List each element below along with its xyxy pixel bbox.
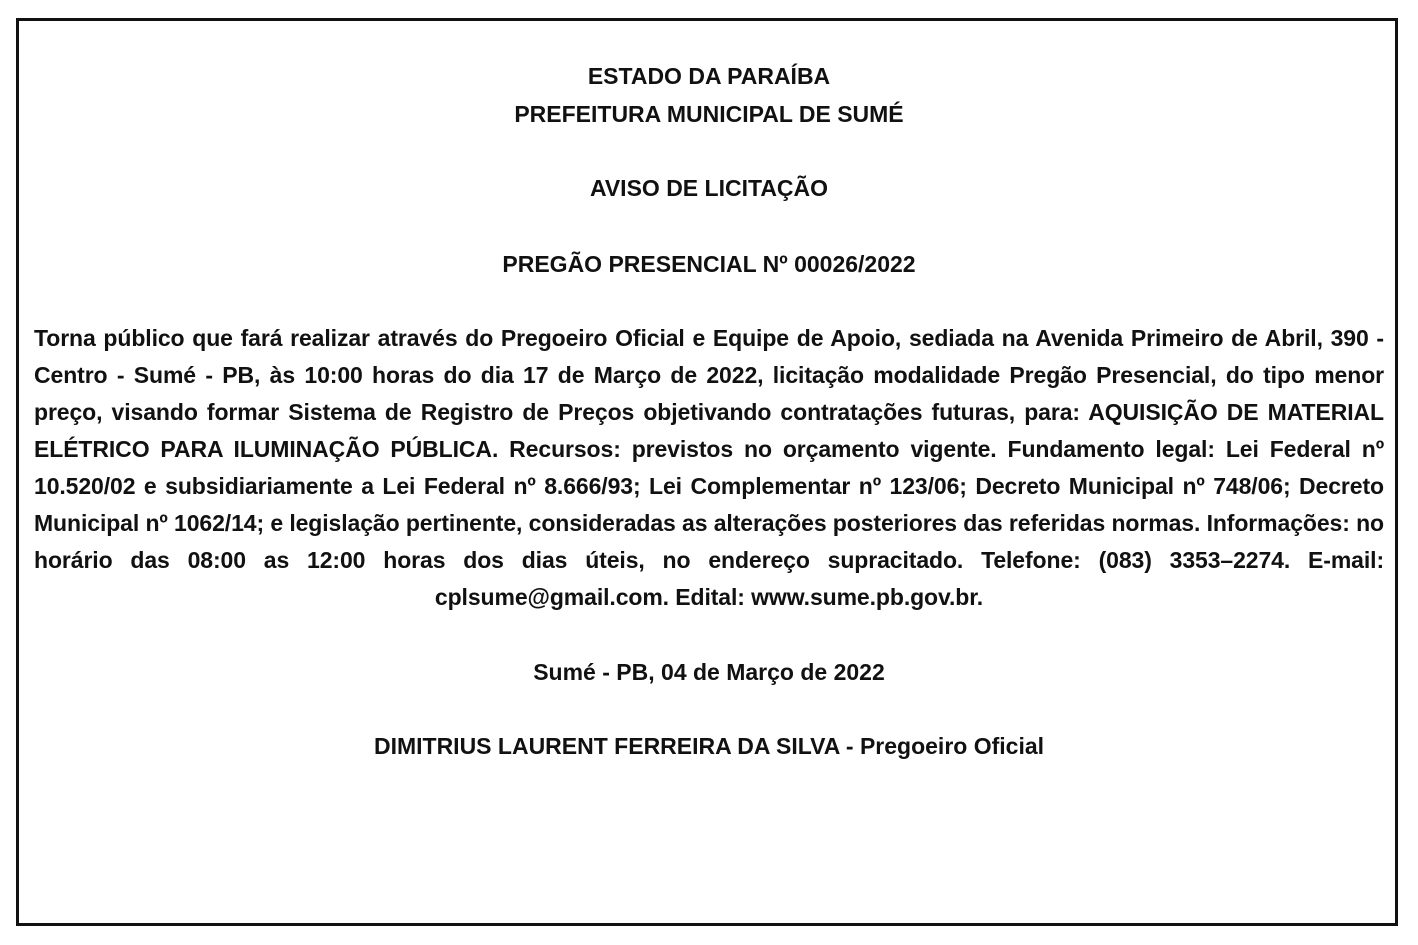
procedure-number-heading: PREGÃO PRESENCIAL Nº 00026/2022 [502, 251, 916, 277]
notice-body-paragraph: Torna público que fará realizar através do Pregoeiro Oficial e Equipe de Apoio, sediada na Avenida Primeiro de Abril, 390 - Centro - Sumé - PB, às 10:00 horas do dia 17 de Março de 2022, licitação modalidade Pregão Presencial, do tipo menor preço, visando formar Sistema de Registro de Preços objetivando contratações futuras, para: AQUISIÇÃO DE MATERIAL ELÉTRICO PARA ILUMINAÇÃO PÚBLICA. Recursos: previstos no orçamento vigente. Fundamento legal: Lei Federal nº 10.520/02 e subsidiariamente a Lei Federal nº 8.666/93; Lei Complementar nº 123/06; Decreto Municipal nº 748/06; Decreto Municipal nº 1062/14; e legislação pertinente, consideradas as alterações posteriores das referidas normas. Informações: no horário das 08:00 as 12:00 horas dos dias úteis, no endereço supracitado. Telefone: (083) 3353–2274. E-mail: cplsume@gmail.com. Edital: www.sume.pb.gov.br. [34, 325, 1384, 610]
state-heading: ESTADO DA PARAÍBA [587, 63, 831, 89]
signature-separator: - [839, 733, 860, 759]
place-date-line: Sumé - PB, 04 de Março de 2022 [533, 659, 885, 685]
notice-type-heading: AVISO DE LICITAÇÃO [589, 175, 829, 201]
signatory-role: Pregoeiro Oficial [859, 733, 1045, 759]
notice-content [34, 58, 1384, 764]
signatory-name: DIMITRIUS LAURENT FERREIRA DA SILVA [373, 733, 840, 759]
signature-line [34, 728, 1384, 764]
city-hall-heading: PREFEITURA MUNICIPAL DE SUMÉ [514, 101, 904, 127]
